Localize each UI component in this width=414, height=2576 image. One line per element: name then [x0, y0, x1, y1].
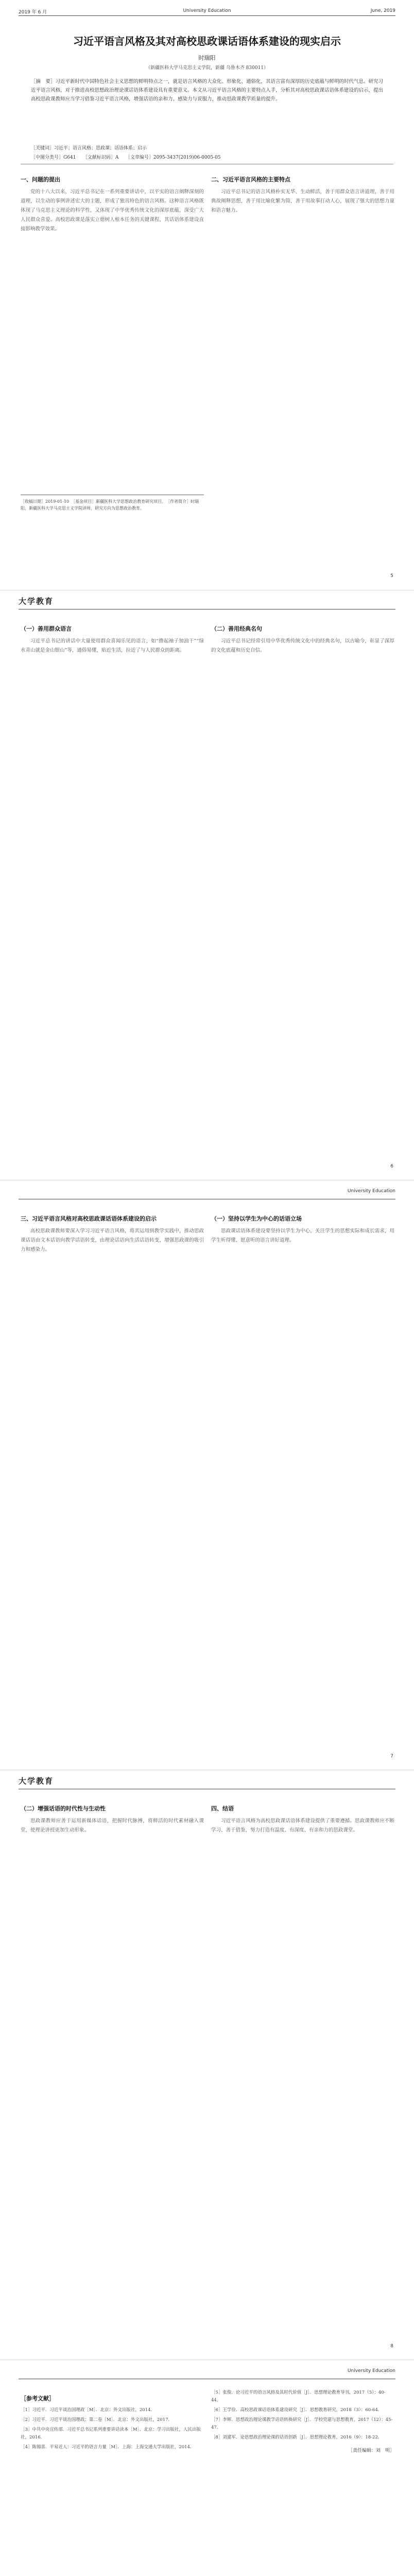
reference-item: ［1］习近平．习近平谈治国理政［M］．北京：外文出版社，2014．: [21, 2408, 155, 2413]
left-column: [21, 619, 204, 1155]
header-date-en: June, 2019: [370, 8, 395, 13]
page-5: [0, 2360, 414, 2576]
reference-item: ［6］王学俭．高校思政课话语体系建设研究［J］．思想教育研究，2018（3）：60-64．: [211, 2408, 383, 2413]
section-body: 习近平总书记经常引用中华优秀传统文化中的经典名句，以古喻今，彰显了深厚的文化底蕴和历史自信。: [211, 638, 394, 653]
journal-logo: 大学教育: [19, 1776, 54, 1786]
page-2: [0, 590, 414, 1180]
reference-item: ［4］陈锡喜．平易近人：习近平的语言力量［M］．上海：上海交通大学出版社，2014．: [21, 2445, 195, 2450]
section-body: 高校思政课教师要深入学习习近平语言风格，将其运用到教学实践中，推动思政课话语由文本话语向教学话语转变，由理论话语向生活话语转变，增强思政课的吸引力和感染力。: [21, 1228, 204, 1252]
editor-mark: ［责任编辑：刘 明］: [348, 2448, 394, 2453]
left-column: [21, 2389, 204, 2576]
section-body: 习近平总书记的语言风格朴实无华、生动鲜活，善于用群众语言讲道理，善于用典故阐释思想，善于用比喻化繁为简，善于用故事打动人心，展现了强大的思想力量和语言魅力。: [211, 189, 394, 213]
section-body: 习近平语言风格为高校思政课话语体系建设提供了重要遵循。思政课教师应不断学习、善于借鉴，努力打造有温度、有深度、有亲和力的思政课堂。: [211, 1818, 394, 1833]
reference-item: ［8］刘建军．论思想政治理论课的话语创新［J］．思想理论教育，2016（9）：18-22．: [211, 2435, 383, 2440]
reference-item: ［3］中共中央宣传部．习近平总书记系列重要讲话读本［M］．北京：学习出版社，人民出版社，2016．: [21, 2427, 201, 2440]
journal-name-en: University Education: [347, 2368, 395, 2374]
page-number: 8: [390, 2344, 393, 2349]
section-heading: （一）善用群众语言: [21, 625, 72, 632]
right-column: [211, 1209, 394, 1745]
section-body: 思政课话语体系建设要坚持以学生为中心，关注学生的思想实际和成长需求，用学生听得懂、愿意听的语言讲好道理。: [211, 1228, 394, 1243]
header-date: 2019 年 6 月: [19, 10, 47, 15]
page-4: [0, 1770, 414, 2360]
page-1: [0, 0, 414, 590]
journal-logo: 大学教育: [19, 597, 54, 606]
reference-item: ［2］习近平．习近平谈治国理政：第二卷［M］．北京：外文出版社，2017．: [21, 2417, 173, 2422]
classification-line: ［中图分类号］G641 ［文献标识码］A ［文章编号］2095-3437(2019)06-0005-05: [31, 155, 221, 160]
journal-name-en: University Education: [347, 1189, 395, 1194]
reference-item: ［7］李辉．思想政治理论课教学话语转换研究［J］．学校党建与思想教育，2017（12）：45-47．: [211, 2417, 393, 2430]
page-3: [0, 1180, 414, 1770]
section-heading: （二）增强话语的时代性与生动性: [21, 1805, 106, 1812]
keywords: ［关键词］习近平；语言风格；思政课；话语体系；启示: [31, 146, 147, 151]
right-column: [211, 170, 394, 572]
section-heading: （二）善用经典名句: [211, 625, 262, 632]
author-affiliation: （新疆医科大学马克思主义学院，新疆 乌鲁木齐 830011）: [145, 65, 269, 71]
page-number: 7: [390, 1754, 393, 1759]
abstract: ［摘 要］习近平新时代中国特色社会主义思想的鲜明特点之一，就是语言风格的大众化、形象化、通俗化，其语言富有深厚的历史底蕴与鲜明的时代气息。研究习近平语言风格，对于推进高校思想政治理论课话语体系建设具有重要意义。本文从习近平语言风格的主要特点入手，分析其对高校思政课话语体系建设的启示，提出高校思政课教师应当学习借鉴习近平语言风格，增强话语的亲和力、感染力与说服力，推动思政课教学质量的提升。: [31, 79, 383, 102]
left-column: [21, 1799, 204, 2335]
left-column: [21, 170, 204, 489]
footnote: ［收稿日期］2019-01-10 ［基金项目］新疆医科大学思想政治教育研究项目。 ［作者简介］时瑞阳，新疆医科大学马克思主义学院讲师，研究方向为思想政治教育。: [21, 495, 204, 512]
page-number: 6: [390, 1164, 393, 1169]
section-heading: （一）坚持以学生为中心的话语立场: [211, 1215, 302, 1222]
reference-list: [21, 2406, 204, 2451]
section-heading: 三、习近平语言风格对高校思政课话语体系建设的启示: [21, 1215, 157, 1222]
right-column: [211, 1799, 394, 2335]
section-body: 党的十八大以来，习近平总书记在一系列重要讲话中，以平实的语言阐释深刻的道理，以生动的事例讲述宏大的主题，形成了独具特色的语言风格。这种语言风格既体现了马克思主义理论的科学性，又体现了中华优秀传统文化的深厚底蕴，深受广大人民群众喜爱。高校思政课是落实立德树人根本任务的关键课程，其话语体系建设直接影响教学效果。: [21, 189, 204, 232]
reference-item: ［5］张俊．论习近平的语言风格及其时代价值［J］．思想理论教育导刊，2017（5）：40-44．: [211, 2390, 386, 2403]
right-column: [211, 619, 394, 1155]
section-heading: 一、问题的提出: [21, 176, 60, 183]
article-title: 习近平语言风格及其对高校思政课话语体系建设的现实启示: [73, 35, 341, 47]
section-heading: 四、结语: [211, 1805, 234, 1812]
running-header: [19, 7, 395, 16]
section-body: 习近平总书记的讲话中大量使用群众喜闻乐见的语言，如“撸起袖子加油干”“绿水青山就是金山银山”等，通俗易懂，贴近生活，拉近了与人民群众的距离。: [21, 638, 204, 653]
author-name: 时瑞阳: [198, 55, 216, 61]
section-body: 思政课教师应善于运用新媒体话语，把握时代脉搏，将鲜活的时代素材融入课堂，使理论讲授更加生动形象。: [21, 1818, 204, 1833]
left-column: [21, 1209, 204, 1745]
right-column: [211, 2389, 394, 2576]
page-number: 5: [390, 573, 393, 579]
references-heading: ［参考文献］: [21, 2395, 55, 2402]
section-heading: 二、习近平语言风格的主要特点: [211, 176, 290, 183]
reference-list-cont: [211, 2389, 394, 2442]
header-journal: University Education: [183, 8, 231, 13]
